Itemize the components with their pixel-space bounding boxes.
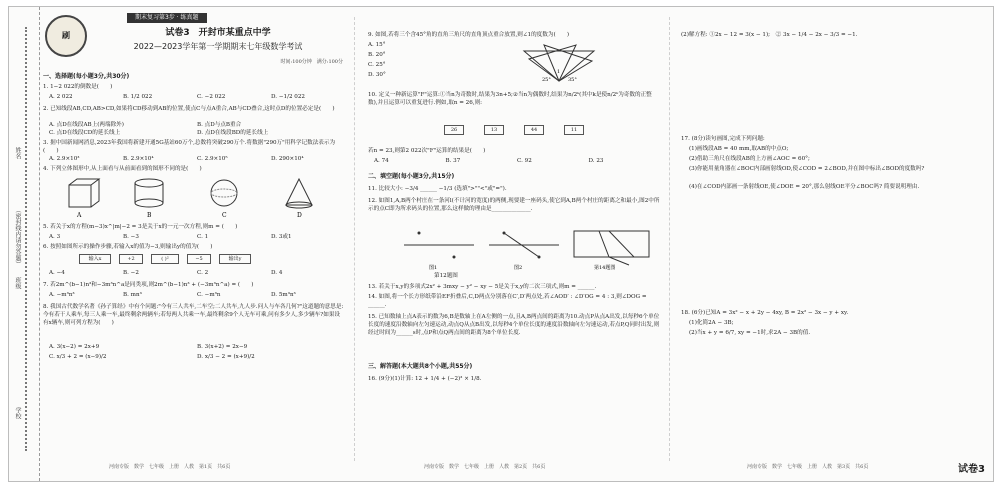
- q17-item: (4)在∠COD内部画一条射线OE,使∠DOE = 20°,那么射线OE平分∠BOC吗? 简要说明理由.: [689, 184, 920, 190]
- q17-item: (3)你能用量角器在∠BOC内部画射线OD,使∠COD = 2∠BOD,并在图中标出∠BOD的度数吗?: [689, 166, 925, 172]
- question-12: 12. 如图1,A,B两个村庄在一条河l(不计河的宽度)的两侧,现要建一座码头,使它到A,B两个村庄的距离之和最小,图2中所示的点C即为所求码头的位置,那么这样做的理由是______________.: [368, 198, 660, 213]
- question-9: 9. 如图,若将三个含45°角的直角三角尺的直角顶点重合放置,则∠1的度数为( ): [368, 32, 570, 38]
- cylinder-figure: [135, 179, 163, 207]
- section-3-heading: 三、解答题(本大题共8个小题,共55分): [368, 363, 473, 370]
- option: D. −1/2 022: [271, 94, 305, 100]
- page-1-footer: 河南专版 数学 七年级 上册 人教 第1页 共6页: [109, 463, 231, 470]
- q12-caption: 第12题图: [434, 273, 458, 279]
- name-label: 姓名: [14, 147, 21, 159]
- q9-option-a: A. 15°: [368, 42, 386, 48]
- sphere-figure: [211, 180, 237, 206]
- page-1-column: [39, 7, 349, 481]
- flow-box: 11: [564, 125, 584, 135]
- angle-label: 1: [557, 69, 561, 75]
- river-figure-2: [489, 232, 559, 259]
- q18-item: (1)化简2A − 3B;: [689, 320, 734, 326]
- exam-subtitle: 2022—2023学年第一学期期末七年级数学考试: [133, 42, 303, 51]
- page-2-footer: 河南专版 数学 七年级 上册 人教 第2页 共6页: [424, 463, 546, 470]
- option: A. 2.9×10³: [49, 156, 80, 162]
- option: D. 点D在线段BD的延长线上: [197, 130, 269, 136]
- question-14: 14. 如图,将一个长方形纸带沿EF折叠后,C,D两点分别落在C′,D′两点处,若∠AOD′ : ∠D′OG = 4 : 3,则∠DOG = ______.: [368, 294, 647, 309]
- q17-item: (1)画线段AB = 40 mm,取AB的中点O;: [689, 146, 789, 152]
- question-10: 10. 定义一种新运算"F"运算:①当n为奇数时,结果为3n+5;②当n为偶数时,结果为n/2ᵏ(其中k是使n/2ᵏ为奇数的正整数),并且运算可以重复进行.例如,取n = 26,则:: [368, 92, 652, 107]
- exam-title: 试卷3 开封市某重点中学: [165, 28, 271, 38]
- option: B. −2: [123, 270, 139, 276]
- page-3-column: [677, 7, 987, 481]
- question-2: 2. 已知线段AB,CD,AB>CD,如果将CD移动到AB的位置,使点C与点A重合,AB与CD叠合,这时点D的位置必定是( ): [43, 106, 335, 112]
- question-1-options: [49, 93, 345, 101]
- flow-box: +2: [119, 254, 143, 264]
- question-2-options-2: [49, 129, 345, 137]
- question-18: 18. (6分)已知A = 3x² − x + 2y − 4xy, B = 2x² − 3x − y + xy.: [681, 310, 849, 316]
- school-label: 学校: [14, 407, 21, 419]
- binding-strip: [9, 7, 40, 481]
- fig-label: 第14题图: [594, 265, 616, 271]
- option: C. 2: [197, 270, 209, 276]
- question-16: 16. (9分)(1)计算: 12 + 1/4 + (−2)³ × 1/8.: [368, 376, 482, 382]
- river-figure-1: [404, 232, 474, 259]
- flow-box: −5: [187, 254, 211, 264]
- question-16-part-2: (2)解方程: ①2x − 12 = 3(x − 1); ② 3x − 1/4 − 2x − 3/3 = −1.: [681, 32, 858, 38]
- question-1: 1. 1−2 022的倒数是( ): [43, 84, 113, 90]
- question-10-tail: 若n = 23,则第2 022次"F"运算的结果是( ): [368, 148, 486, 154]
- option: D. 3或1: [271, 234, 292, 240]
- exam-meta: 时间:100分钟 满分:100分: [280, 59, 343, 65]
- option: C. 2.9×10⁵: [197, 156, 228, 162]
- publisher-logo: 刷: [45, 15, 87, 57]
- seal-note: （密封线内请勿答题）: [14, 207, 21, 267]
- question-5: 5. 若关于x的方程(m−3)x^|m|−2 = 3是关于x的一元一次方程,则m = ( ): [43, 224, 238, 230]
- angle-label: 25°: [542, 77, 551, 83]
- fig-label: 图2: [514, 265, 523, 271]
- option: B. −3: [123, 234, 139, 240]
- option: B. 点D与点B重合: [197, 122, 242, 128]
- option: C. −2 022: [197, 94, 226, 100]
- column-divider: [354, 17, 355, 461]
- option: D. x/3 − 2 = (x+9)/2: [197, 354, 255, 360]
- option: B. 3(x+2) = 2x−9: [197, 344, 248, 350]
- flow-box: 44: [524, 125, 544, 135]
- option: A. −m³n³: [49, 292, 75, 298]
- question-2-options: [49, 121, 345, 129]
- cube-figure: [69, 179, 99, 207]
- solid-label-d: D: [297, 212, 302, 219]
- option: C. 1: [197, 234, 209, 240]
- solid-label-a: A: [77, 212, 82, 219]
- option: D. 23: [588, 158, 604, 164]
- question-7-options: [49, 291, 345, 299]
- question-11: 11. 比较大小: −3/4 ______ −1/3 (选填">""<"或"=").: [368, 186, 507, 192]
- solid-label-b: B: [147, 212, 152, 219]
- flow-box: 输入x: [79, 254, 111, 264]
- flow-box: ( )²: [151, 254, 179, 264]
- option: A. 3(x−2) = 2x+9: [49, 344, 100, 350]
- option: C. 点D在线段CD的延长线上: [49, 130, 121, 136]
- option: A. 74: [374, 158, 389, 164]
- fig-label: 图1: [429, 265, 438, 271]
- column-divider: [669, 17, 670, 461]
- solid-label-c: C: [222, 212, 227, 219]
- q17-item: (2)借助三角尺在线段AB的上方画∠AOC = 60°;: [689, 156, 810, 162]
- page-2-column: [364, 7, 664, 481]
- flow-box: 输出y: [219, 254, 251, 264]
- question-13: 13. 若关于x,y的多项式2x² + 3mxy − y² − xy − 5是关于x,y的二次三项式,则m = ______.: [368, 284, 597, 290]
- q9-option-c: C. 25°: [368, 62, 386, 68]
- question-8: 8. 我国古代数学名著《孙子算经》中有个问题:"今有三人共车,二车空;二人共车,九人步.问人与车各几何?"这道题的意思是:今有若干人乘车,每三人乘一车,最终剩余两辆车;若每两人共乘一车,最终剩余9个人无车可乘,问有多少人,多少辆车?如果设有x辆车,则可列方程为( ): [43, 304, 344, 327]
- page-3-footer: 河南专版 数学 七年级 上册 人教 第3页 共6页: [747, 463, 869, 470]
- exam-sheet: [8, 6, 994, 482]
- option: A. 点D在线段AB上(两端除外): [49, 122, 124, 128]
- flow-box: 13: [484, 125, 504, 135]
- flow-box: 26: [444, 125, 464, 135]
- q9-option-b: B. 20°: [368, 52, 386, 58]
- question-7: 7. 若2m^(b−1)n³和−3m³n^a是同类项,则2m^(b−1)n³ + (−3m³n^a) = ( ): [43, 282, 254, 288]
- section-1-heading: 一、选择题(每小题3分,共30分): [43, 73, 130, 80]
- question-8-options: [49, 343, 345, 351]
- option: B. 1/2 022: [123, 94, 153, 100]
- class-label: 班级: [14, 277, 21, 289]
- angle-label: 35°: [568, 77, 577, 83]
- section-2-heading: 二、填空题(每小题3分,共15分): [368, 173, 455, 180]
- folded-strip-figure: [574, 231, 649, 265]
- option: C. −m³n: [197, 292, 221, 298]
- question-10-options: [374, 157, 660, 165]
- option: C. 92: [517, 158, 532, 164]
- seal-line: [25, 27, 31, 451]
- question-17: 17. (8分)读句画图,完成下列问题:: [681, 136, 765, 142]
- q12-q14-figures: [394, 225, 654, 273]
- option: D. 5m³n³: [271, 292, 296, 298]
- cone-figure: [286, 179, 312, 208]
- option: A. 2 022: [49, 94, 73, 100]
- option: A. −4: [49, 270, 65, 276]
- option: B. 2.9×10⁴: [123, 156, 154, 162]
- option: C. x/3 + 2 = (x−9)/2: [49, 354, 107, 360]
- question-8-options-2: [49, 353, 345, 361]
- option: B. mn³: [123, 292, 142, 298]
- option: D. 4: [271, 270, 283, 276]
- review-banner: 期末复习第3步 · 练真题: [127, 13, 207, 23]
- question-3: 3. 据中国新闻网消息,2023年我国将新建开通5G基站60万个,总数将突破290万个.将数据"290万"用科学记数法表示为( ): [43, 140, 336, 155]
- q18-item: (2)当x + y = 6/7, xy = −1时,求2A − 3B的值.: [689, 330, 811, 336]
- solids-figure: [49, 175, 339, 219]
- q9-option-d: D. 30°: [368, 72, 386, 78]
- q9-triangles-figure: [514, 41, 604, 87]
- question-15: 15. 已知数轴上点A表示的数为6,B是数轴上在A左侧的一点,且A,B两点间的距离为10.动点P从点A出发,以每秒6个单位长度的速度沿数轴向左匀速运动,动点Q从点B出发,以每秒4个单位长度的速度沿数轴向左匀速运动,若点P,Q同时出发,则经过时间为______s时,点P和点Q两点间的距离为8个单位长度.: [368, 314, 660, 337]
- question-6-options: [49, 269, 345, 277]
- option: A. 3: [49, 234, 61, 240]
- option: D. 290×10⁴: [271, 156, 304, 162]
- question-3-options: [49, 155, 345, 163]
- question-4: 4. 下列立体图形中,从上面看与从前面看到的图形不同的是( ): [43, 166, 202, 172]
- option: B. 37: [445, 158, 461, 164]
- question-5-options: [49, 233, 345, 241]
- question-6: 6. 按照如图所示的操作步骤,若输入x的值为−3,则输出y的值为( ): [43, 244, 213, 250]
- paper-number-mark: 试卷3: [958, 464, 985, 475]
